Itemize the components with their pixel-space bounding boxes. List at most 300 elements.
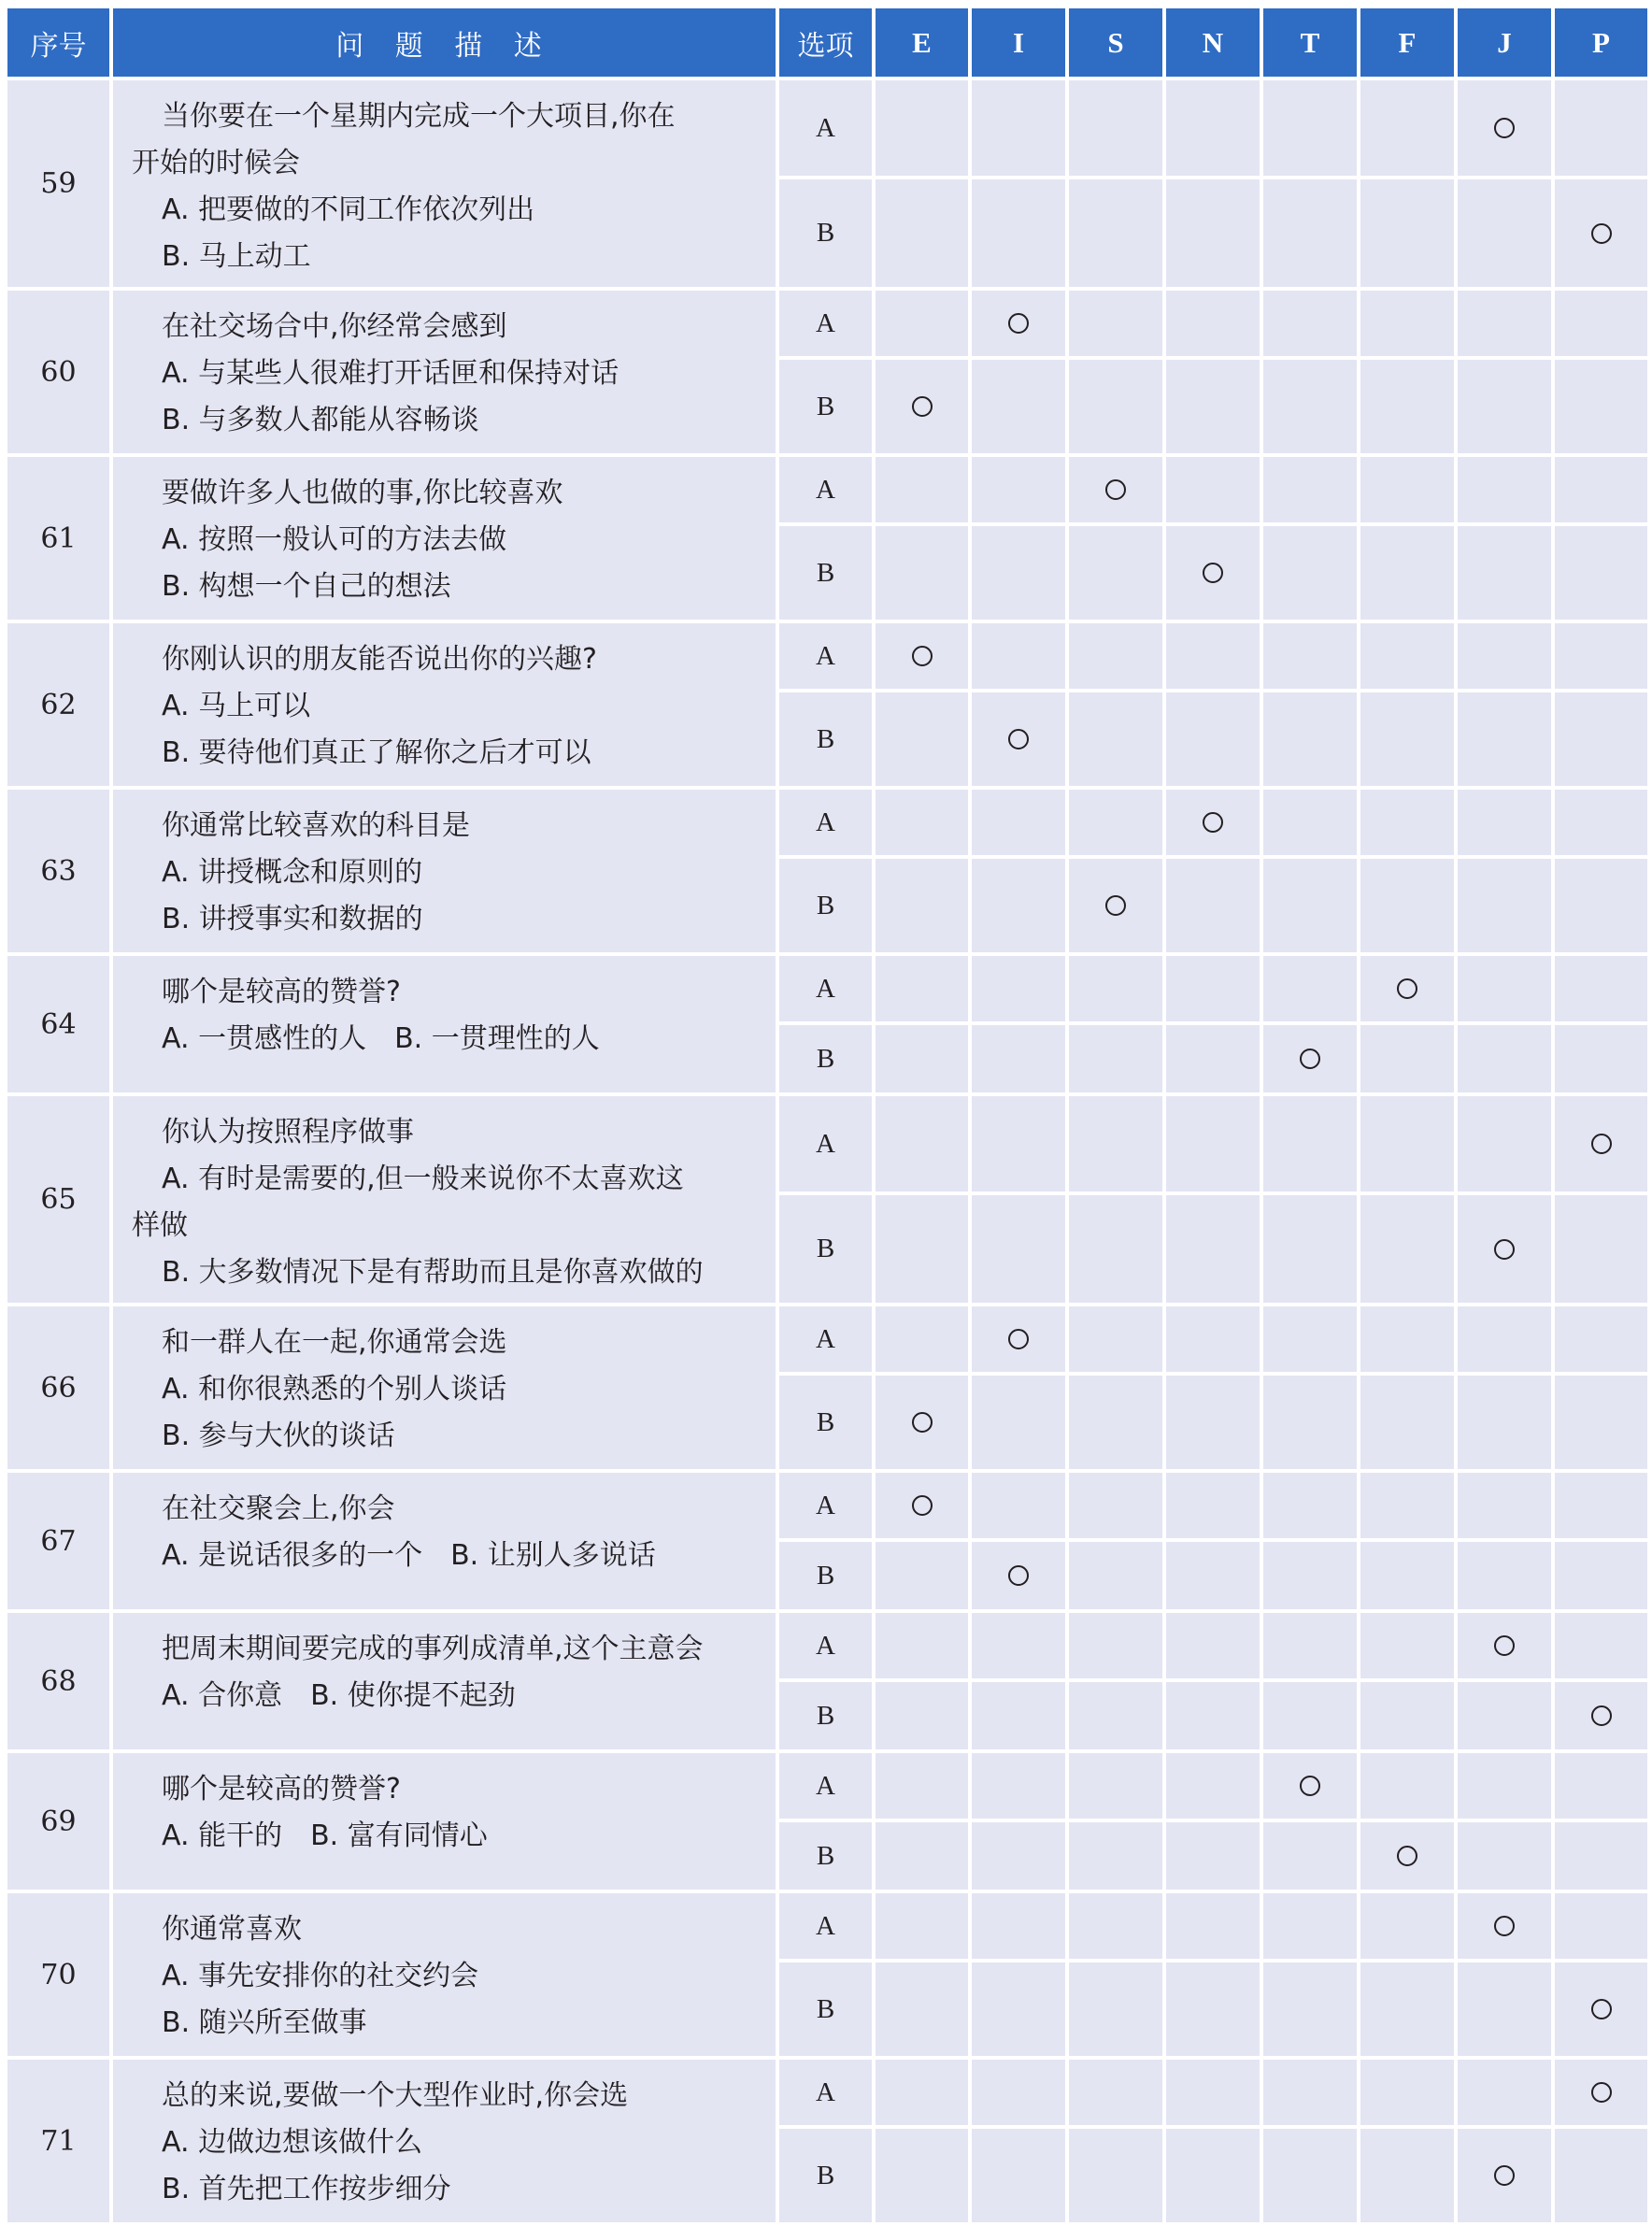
type-cell-e <box>876 692 968 786</box>
type-cell-t <box>1263 179 1357 287</box>
question-line: B. 构想一个自己的想法 <box>162 570 451 603</box>
type-cell-p <box>1555 1376 1647 1469</box>
type-cell-t <box>1263 1822 1357 1890</box>
question-line: 在社交聚会上,你会 <box>162 1492 395 1525</box>
type-cell-j <box>1458 80 1551 176</box>
mbti-questionnaire-table <box>7 8 1644 2226</box>
question-line: B. 随兴所至做事 <box>162 2006 367 2039</box>
type-cell-i <box>972 1195 1065 1303</box>
option-label: A <box>779 1893 872 1959</box>
type-cell-f <box>1360 1376 1454 1469</box>
question-line: B. 马上动工 <box>162 240 311 273</box>
type-cell-j <box>1458 1753 1551 1819</box>
type-cell-j <box>1458 1306 1551 1372</box>
question-number: 71 <box>7 2060 109 2222</box>
type-cell-j <box>1458 1962 1551 2056</box>
question-line: 哪个是较高的赞誉? <box>162 976 401 1008</box>
question-line: B. 首先把工作按步细分 <box>162 2173 451 2205</box>
type-cell-f <box>1360 956 1454 1021</box>
type-cell-e <box>876 1822 968 1890</box>
type-cell-e <box>876 1962 968 2056</box>
question-line: 样做 <box>132 1209 188 1242</box>
question-group <box>7 1613 1644 1749</box>
type-cell-j <box>1458 1025 1551 1092</box>
type-cell-s <box>1069 956 1162 1021</box>
type-cell-t <box>1263 1025 1357 1092</box>
type-cell-t <box>1263 1306 1357 1372</box>
option-label: A <box>779 623 872 689</box>
type-cell-i <box>972 1682 1065 1749</box>
type-cell-s <box>1069 1473 1162 1538</box>
circle-mark-icon <box>1494 1916 1515 1936</box>
question-text <box>113 291 776 453</box>
type-cell-s <box>1069 2060 1162 2125</box>
question-line: 当你要在一个星期内完成一个大项目,你在 <box>162 100 676 133</box>
type-cell-e <box>876 1096 968 1191</box>
type-cell-j <box>1458 692 1551 786</box>
type-cell-n <box>1166 1962 1260 2056</box>
type-cell-p <box>1555 1306 1647 1372</box>
option-label: B <box>779 360 872 453</box>
type-cell-t <box>1263 360 1357 453</box>
type-cell-s <box>1069 457 1162 522</box>
type-cell-n <box>1166 1822 1260 1890</box>
question-number: 68 <box>7 1613 109 1749</box>
type-cell-s <box>1069 1025 1162 1092</box>
header-type-i: I <box>972 8 1065 77</box>
type-cell-t <box>1263 623 1357 689</box>
type-cell-e <box>876 859 968 952</box>
type-cell-p <box>1555 790 1647 855</box>
type-cell-p <box>1555 1473 1647 1538</box>
question-number: 69 <box>7 1753 109 1890</box>
type-cell-j <box>1458 1682 1551 1749</box>
type-cell-t <box>1263 2060 1357 2125</box>
type-cell-s <box>1069 179 1162 287</box>
type-cell-e <box>876 1306 968 1372</box>
option-label: B <box>779 179 872 287</box>
type-cell-i <box>972 1893 1065 1959</box>
circle-mark-icon <box>1494 1635 1515 1656</box>
circle-mark-icon <box>1591 223 1612 244</box>
type-cell-t <box>1263 859 1357 952</box>
option-label: B <box>779 1195 872 1303</box>
question-line: B. 与多数人都能从容畅谈 <box>162 404 479 436</box>
type-cell-e <box>876 1376 968 1469</box>
type-cell-i <box>972 692 1065 786</box>
option-label: A <box>779 1753 872 1819</box>
type-cell-s <box>1069 291 1162 356</box>
type-cell-f <box>1360 526 1454 620</box>
header-type-t: T <box>1263 8 1357 77</box>
header-type-p: P <box>1555 8 1647 77</box>
type-cell-j <box>1458 457 1551 522</box>
type-cell-j <box>1458 1195 1551 1303</box>
type-cell-n <box>1166 956 1260 1021</box>
table-header <box>7 8 1644 77</box>
type-cell-i <box>972 2129 1065 2222</box>
question-number: 67 <box>7 1473 109 1609</box>
question-group <box>7 790 1644 952</box>
header-number: 序号 <box>7 8 109 77</box>
type-cell-n <box>1166 790 1260 855</box>
option-label: B <box>779 692 872 786</box>
question-text <box>113 457 776 620</box>
question-line: A. 边做边想该做什么 <box>162 2126 423 2159</box>
type-cell-f <box>1360 1096 1454 1191</box>
type-cell-t <box>1263 1893 1357 1959</box>
type-cell-f <box>1360 1306 1454 1372</box>
type-cell-p <box>1555 692 1647 786</box>
type-cell-n <box>1166 623 1260 689</box>
question-line: 你通常比较喜欢的科目是 <box>162 809 470 842</box>
type-cell-p <box>1555 1753 1647 1819</box>
type-cell-p <box>1555 1096 1647 1191</box>
circle-mark-icon <box>1494 1239 1515 1260</box>
question-line: 哪个是较高的赞誉? <box>162 1773 401 1805</box>
type-cell-s <box>1069 1613 1162 1678</box>
type-cell-i <box>972 1306 1065 1372</box>
type-cell-i <box>972 1096 1065 1191</box>
type-cell-s <box>1069 526 1162 620</box>
question-group <box>7 1893 1644 2056</box>
option-label: A <box>779 457 872 522</box>
type-cell-p <box>1555 623 1647 689</box>
type-cell-s <box>1069 80 1162 176</box>
question-text <box>113 790 776 952</box>
circle-mark-icon <box>912 1495 933 1516</box>
question-text <box>113 1306 776 1469</box>
type-cell-e <box>876 1025 968 1092</box>
type-cell-f <box>1360 859 1454 952</box>
type-cell-n <box>1166 1753 1260 1819</box>
type-cell-f <box>1360 1613 1454 1678</box>
type-cell-i <box>972 526 1065 620</box>
question-line: A. 是说话很多的一个 B. 让别人多说话 <box>162 1539 656 1572</box>
type-cell-e <box>876 1753 968 1819</box>
option-label: A <box>779 790 872 855</box>
question-group <box>7 457 1644 620</box>
type-cell-j <box>1458 790 1551 855</box>
option-label: A <box>779 1473 872 1538</box>
type-cell-e <box>876 179 968 287</box>
type-cell-e <box>876 457 968 522</box>
type-cell-t <box>1263 1096 1357 1191</box>
question-text <box>113 956 776 1092</box>
question-line: B. 要待他们真正了解你之后才可以 <box>162 736 591 769</box>
option-label: B <box>779 1962 872 2056</box>
type-cell-j <box>1458 1473 1551 1538</box>
type-cell-s <box>1069 1682 1162 1749</box>
question-group <box>7 1306 1644 1469</box>
question-number: 60 <box>7 291 109 453</box>
type-cell-i <box>972 790 1065 855</box>
question-number: 63 <box>7 790 109 952</box>
question-number: 65 <box>7 1096 109 1303</box>
type-cell-i <box>972 179 1065 287</box>
question-line: B. 参与大伙的谈话 <box>162 1420 395 1452</box>
header-type-f: F <box>1360 8 1454 77</box>
question-line: A. 把要做的不同工作依次列出 <box>162 193 535 226</box>
type-cell-f <box>1360 623 1454 689</box>
type-cell-j <box>1458 179 1551 287</box>
type-cell-e <box>876 1473 968 1538</box>
question-text <box>113 1613 776 1749</box>
type-cell-n <box>1166 1306 1260 1372</box>
circle-mark-icon <box>912 396 933 417</box>
question-group <box>7 1096 1644 1303</box>
type-cell-t <box>1263 692 1357 786</box>
type-cell-j <box>1458 291 1551 356</box>
type-cell-e <box>876 526 968 620</box>
type-cell-f <box>1360 1822 1454 1890</box>
type-cell-i <box>972 956 1065 1021</box>
type-cell-t <box>1263 526 1357 620</box>
question-text <box>113 1893 776 2056</box>
question-line: A. 按照一般认可的方法去做 <box>162 523 507 556</box>
type-cell-t <box>1263 790 1357 855</box>
type-cell-i <box>972 291 1065 356</box>
type-cell-s <box>1069 1096 1162 1191</box>
question-line: A. 事先安排你的社交约会 <box>162 1960 479 1992</box>
question-number: 59 <box>7 80 109 287</box>
type-cell-j <box>1458 360 1551 453</box>
type-cell-e <box>876 1542 968 1609</box>
type-cell-p <box>1555 80 1647 176</box>
question-line: 和一群人在一起,你通常会选 <box>162 1326 507 1359</box>
type-cell-n <box>1166 2129 1260 2222</box>
type-cell-e <box>876 80 968 176</box>
option-label: A <box>779 956 872 1021</box>
type-cell-j <box>1458 526 1551 620</box>
question-line: A. 马上可以 <box>162 690 311 722</box>
type-cell-f <box>1360 790 1454 855</box>
type-cell-p <box>1555 1195 1647 1303</box>
question-line: 你通常喜欢 <box>162 1913 302 1946</box>
circle-mark-icon <box>1494 118 1515 138</box>
type-cell-s <box>1069 1893 1162 1959</box>
header-type-s: S <box>1069 8 1162 77</box>
circle-mark-icon <box>1008 313 1029 334</box>
header-description: 问 题 描 述 <box>113 8 776 77</box>
type-cell-s <box>1069 692 1162 786</box>
option-label: A <box>779 2060 872 2125</box>
type-cell-t <box>1263 1613 1357 1678</box>
type-cell-t <box>1263 1682 1357 1749</box>
circle-mark-icon <box>1300 1776 1320 1796</box>
type-cell-p <box>1555 1025 1647 1092</box>
option-label: B <box>779 2129 872 2222</box>
type-cell-f <box>1360 179 1454 287</box>
type-cell-p <box>1555 291 1647 356</box>
type-cell-p <box>1555 1893 1647 1959</box>
option-label: B <box>779 1025 872 1092</box>
type-cell-n <box>1166 526 1260 620</box>
type-cell-j <box>1458 956 1551 1021</box>
question-line: 开始的时候会 <box>132 147 300 179</box>
type-cell-n <box>1166 179 1260 287</box>
question-group <box>7 1473 1644 1609</box>
type-cell-f <box>1360 80 1454 176</box>
type-cell-n <box>1166 1893 1260 1959</box>
type-cell-p <box>1555 1682 1647 1749</box>
type-cell-s <box>1069 2129 1162 2222</box>
type-cell-i <box>972 1822 1065 1890</box>
type-cell-i <box>972 1542 1065 1609</box>
type-cell-e <box>876 1682 968 1749</box>
type-cell-j <box>1458 1822 1551 1890</box>
type-cell-e <box>876 2060 968 2125</box>
question-group <box>7 623 1644 786</box>
type-cell-p <box>1555 1962 1647 2056</box>
circle-mark-icon <box>1105 479 1126 500</box>
question-group <box>7 2060 1644 2222</box>
question-line: 总的来说,要做一个大型作业时,你会选 <box>162 2079 629 2112</box>
type-cell-i <box>972 1753 1065 1819</box>
type-cell-e <box>876 623 968 689</box>
type-cell-n <box>1166 457 1260 522</box>
type-cell-t <box>1263 1473 1357 1538</box>
type-cell-j <box>1458 1613 1551 1678</box>
type-cell-s <box>1069 1542 1162 1609</box>
type-cell-t <box>1263 2129 1357 2222</box>
type-cell-e <box>876 291 968 356</box>
type-cell-f <box>1360 692 1454 786</box>
type-cell-i <box>972 859 1065 952</box>
type-cell-s <box>1069 790 1162 855</box>
type-cell-i <box>972 360 1065 453</box>
type-cell-j <box>1458 1096 1551 1191</box>
type-cell-f <box>1360 457 1454 522</box>
type-cell-j <box>1458 859 1551 952</box>
type-cell-i <box>972 623 1065 689</box>
question-text <box>113 623 776 786</box>
circle-mark-icon <box>1105 895 1126 916</box>
type-cell-j <box>1458 1893 1551 1959</box>
type-cell-n <box>1166 1376 1260 1469</box>
question-text <box>113 2060 776 2222</box>
question-group <box>7 1753 1644 1890</box>
type-cell-p <box>1555 179 1647 287</box>
question-line: 把周末期间要完成的事列成清单,这个主意会 <box>162 1633 704 1665</box>
type-cell-p <box>1555 457 1647 522</box>
question-line: A. 有时是需要的,但一般来说你不太喜欢这 <box>162 1163 684 1195</box>
type-cell-p <box>1555 360 1647 453</box>
type-cell-p <box>1555 956 1647 1021</box>
type-cell-s <box>1069 859 1162 952</box>
type-cell-i <box>972 1025 1065 1092</box>
circle-mark-icon <box>1008 1565 1029 1586</box>
type-cell-n <box>1166 80 1260 176</box>
type-cell-s <box>1069 360 1162 453</box>
type-cell-n <box>1166 1542 1260 1609</box>
type-cell-n <box>1166 2060 1260 2125</box>
circle-mark-icon <box>912 1412 933 1433</box>
question-line: B. 讲授事实和数据的 <box>162 903 423 935</box>
circle-mark-icon <box>912 646 933 666</box>
type-cell-f <box>1360 1542 1454 1609</box>
type-cell-f <box>1360 291 1454 356</box>
type-cell-p <box>1555 1542 1647 1609</box>
circle-mark-icon <box>1591 1134 1612 1154</box>
type-cell-n <box>1166 692 1260 786</box>
option-label: A <box>779 1096 872 1191</box>
option-label: B <box>779 859 872 952</box>
type-cell-f <box>1360 2129 1454 2222</box>
type-cell-e <box>876 790 968 855</box>
type-cell-s <box>1069 1306 1162 1372</box>
type-cell-f <box>1360 1473 1454 1538</box>
type-cell-s <box>1069 1962 1162 2056</box>
option-label: B <box>779 526 872 620</box>
question-line: A. 能干的 B. 富有同情心 <box>162 1819 488 1852</box>
type-cell-e <box>876 360 968 453</box>
question-number: 61 <box>7 457 109 620</box>
circle-mark-icon <box>1203 563 1223 583</box>
header-type-n: N <box>1166 8 1260 77</box>
circle-mark-icon <box>1494 2165 1515 2186</box>
type-cell-n <box>1166 1473 1260 1538</box>
table-body <box>7 80 1644 2222</box>
question-line: A. 一贯感性的人 B. 一贯理性的人 <box>162 1022 600 1055</box>
type-cell-t <box>1263 291 1357 356</box>
type-cell-j <box>1458 1376 1551 1469</box>
header-option: 选项 <box>779 8 872 77</box>
type-cell-p <box>1555 526 1647 620</box>
type-cell-t <box>1263 1962 1357 2056</box>
type-cell-t <box>1263 1195 1357 1303</box>
type-cell-f <box>1360 1682 1454 1749</box>
option-label: B <box>779 1376 872 1469</box>
option-label: B <box>779 1682 872 1749</box>
type-cell-n <box>1166 859 1260 952</box>
question-number: 70 <box>7 1893 109 2056</box>
type-cell-n <box>1166 1195 1260 1303</box>
type-cell-s <box>1069 623 1162 689</box>
type-cell-p <box>1555 1613 1647 1678</box>
option-label: A <box>779 1613 872 1678</box>
type-cell-t <box>1263 1542 1357 1609</box>
type-cell-i <box>972 80 1065 176</box>
type-cell-t <box>1263 956 1357 1021</box>
type-cell-n <box>1166 1025 1260 1092</box>
type-cell-s <box>1069 1753 1162 1819</box>
type-cell-f <box>1360 1195 1454 1303</box>
type-cell-n <box>1166 1613 1260 1678</box>
question-line: 在社交场合中,你经常会感到 <box>162 310 507 343</box>
type-cell-e <box>876 956 968 1021</box>
question-line: 要做许多人也做的事,你比较喜欢 <box>162 477 563 509</box>
question-number: 62 <box>7 623 109 786</box>
circle-mark-icon <box>1591 1705 1612 1726</box>
circle-mark-icon <box>1008 729 1029 749</box>
type-cell-i <box>972 1962 1065 2056</box>
question-number: 64 <box>7 956 109 1092</box>
type-cell-f <box>1360 1753 1454 1819</box>
question-line: A. 合你意 B. 使你提不起劲 <box>162 1679 516 1712</box>
type-cell-p <box>1555 2129 1647 2222</box>
type-cell-p <box>1555 859 1647 952</box>
type-cell-t <box>1263 1753 1357 1819</box>
question-line: A. 和你很熟悉的个别人谈话 <box>162 1373 507 1406</box>
type-cell-f <box>1360 1893 1454 1959</box>
question-group <box>7 956 1644 1092</box>
type-cell-t <box>1263 457 1357 522</box>
question-line: 你认为按照程序做事 <box>162 1116 414 1149</box>
question-text <box>113 1473 776 1609</box>
header-type-j: J <box>1458 8 1551 77</box>
type-cell-j <box>1458 1542 1551 1609</box>
